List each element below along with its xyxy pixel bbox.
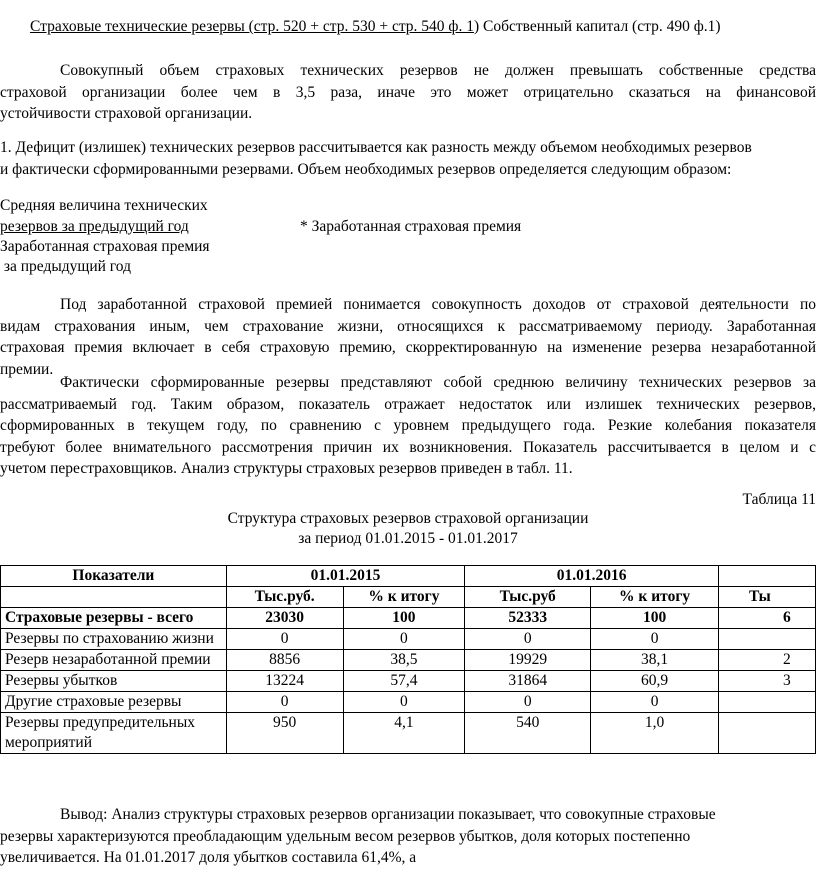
cell-value: 52333 bbox=[465, 608, 591, 629]
row-label: Страховые резервы - всего bbox=[1, 608, 227, 629]
para4-line: требуют более внимательного рассмотрения причин их возникновения. Показатель рассчитывается в целом и с bbox=[0, 438, 816, 456]
paragraph-3 bbox=[0, 294, 816, 380]
column-header-date bbox=[719, 566, 816, 587]
cell-value: 540 bbox=[465, 713, 591, 754]
row-label: Другие страховые резервы bbox=[1, 692, 227, 713]
paragraph-4 bbox=[0, 372, 816, 480]
para4-line: Фактически сформированные резервы представляют собой среднюю величину технических резервов за bbox=[60, 374, 816, 391]
para2-line: 1. Дефицит (излишек) технических резервов рассчитывается как разность между объемом необходимых резервов bbox=[0, 139, 752, 156]
formula-numerator-2: резервов за предыдущий год bbox=[0, 218, 189, 235]
conclusion bbox=[0, 804, 816, 869]
cell-value: 31864 bbox=[465, 671, 591, 692]
column-subheader-empty bbox=[1, 587, 227, 608]
para1-line: Совокупный объем страховых технических резервов не должен превышать собственные средства bbox=[60, 62, 816, 79]
para4-line: сформированных в текущем году, по сравнению с уровнем предыдущего года. Резкие колебания показателя bbox=[0, 417, 816, 434]
equity-formula-label: Собственный капитал (стр. 490 ф.1) bbox=[483, 18, 721, 35]
cell-value: 13224 bbox=[226, 671, 343, 692]
column-header-date: 01.01.2016 bbox=[465, 566, 719, 587]
para4-line: учетом перестраховщиков. Анализ структуры страховых резервов приведен в табл. 11. bbox=[0, 460, 573, 477]
cell-value: 0 bbox=[465, 629, 591, 650]
cell-value: 4,1 bbox=[343, 713, 465, 754]
cell-value bbox=[719, 692, 816, 713]
para3-line: Под заработанной страховой премией понимается совокупность доходов от страховой деятельности по bbox=[60, 296, 816, 313]
cell-value: 19929 bbox=[465, 650, 591, 671]
table-label: Таблица 11 bbox=[742, 491, 816, 508]
cell-value: 6 bbox=[719, 608, 816, 629]
reserves-formula-label: Страховые технические резервы (стр. 520 + стр. 530 + стр. 540 ф. 1 bbox=[30, 18, 474, 35]
cell-value: 0 bbox=[226, 629, 343, 650]
cell-value: 38,5 bbox=[343, 650, 465, 671]
formula-denominator-2: за предыдущий год bbox=[0, 258, 131, 275]
formula-denominator-1: Заработанная страховая премия bbox=[0, 238, 210, 255]
para4-line: рассматриваемый год. Таким образом, показатель отражает недостаток или излишек технических резервов, bbox=[0, 395, 816, 413]
column-header-indicator: Показатели bbox=[1, 566, 227, 587]
cell-value: 1,0 bbox=[591, 713, 719, 754]
table-subheader-row bbox=[1, 587, 816, 608]
conclusion-line: увеличивается. На 01.01.2017 доля убытков составила 61,4%, а bbox=[0, 849, 417, 866]
column-subheader: % к итогу bbox=[343, 587, 465, 608]
cell-value: 950 bbox=[226, 713, 343, 754]
row-label: Резервы по страхованию жизни bbox=[1, 629, 227, 650]
table-row bbox=[1, 692, 816, 713]
column-header-date: 01.01.2015 bbox=[226, 566, 465, 587]
header-line bbox=[30, 16, 721, 38]
table-header-row bbox=[1, 566, 816, 587]
cell-value: 0 bbox=[591, 692, 719, 713]
column-subheader: Тыс.руб. bbox=[226, 587, 343, 608]
row-label: Резерв незаработанной премии bbox=[1, 650, 227, 671]
cell-value bbox=[719, 629, 816, 650]
reserves-formula-tail: ) bbox=[473, 18, 480, 35]
cell-value: 3 bbox=[719, 671, 816, 692]
table-row bbox=[1, 608, 816, 629]
table-period: за период 01.01.2015 - 01.01.2017 bbox=[298, 530, 518, 547]
column-subheader: % к итогу bbox=[591, 587, 719, 608]
cell-value: 2 bbox=[719, 650, 816, 671]
cell-value bbox=[719, 713, 816, 754]
formula-numerator-1: Средняя величина технических bbox=[0, 197, 208, 214]
cell-value: 0 bbox=[343, 692, 465, 713]
cell-value: 100 bbox=[343, 608, 465, 629]
table-row bbox=[1, 713, 816, 754]
para3-line: премии. bbox=[0, 360, 54, 378]
para2-line: и фактически сформированными резервами. Объем необходимых резервов определяется следующим образом: bbox=[0, 160, 732, 178]
paragraph-2 bbox=[0, 137, 816, 180]
para3-line: страховая премия включает в себя страховую премию, скорректированную на изменение резерва незаработанной bbox=[0, 339, 816, 356]
cell-value: 0 bbox=[343, 629, 465, 650]
para3-line: видам страхования иным, чем страхование жизни, относящихся к рассматриваемому периоду. Заработанная bbox=[0, 317, 816, 335]
conclusion-line: Вывод: Анализ структуры страховых резервов организации показывает, что совокупные страховые bbox=[60, 806, 716, 823]
row-label: Резервы предупредительных мероприятий bbox=[1, 713, 227, 754]
paragraph-1 bbox=[0, 60, 816, 125]
cell-value: 57,4 bbox=[343, 671, 465, 692]
cell-value: 0 bbox=[465, 692, 591, 713]
cell-value: 0 bbox=[226, 692, 343, 713]
cell-value: 38,1 bbox=[591, 650, 719, 671]
para1-line: страховой организации более чем в 3,5 раза, иначе это может отрицательно сказаться на финансовой bbox=[0, 83, 816, 101]
cell-value: 8856 bbox=[226, 650, 343, 671]
cell-value: 100 bbox=[591, 608, 719, 629]
table-row bbox=[1, 629, 816, 650]
table-title: Структура страховых резервов страховой организации bbox=[227, 510, 589, 527]
column-subheader: Тыс.руб bbox=[465, 587, 591, 608]
cell-value: 60,9 bbox=[591, 671, 719, 692]
conclusion-line: резервы характеризуются преобладающим удельным весом резервов убытков, доля которых постепенно bbox=[0, 827, 691, 845]
cell-value: 23030 bbox=[226, 608, 343, 629]
row-label: Резервы убытков bbox=[1, 671, 227, 692]
column-subheader: Ты bbox=[719, 587, 816, 608]
table-row bbox=[1, 650, 816, 671]
formula-multiplier: * Заработанная страховая премия bbox=[300, 218, 522, 235]
cell-value: 0 bbox=[591, 629, 719, 650]
para1-line: устойчивости страховой организации. bbox=[0, 105, 253, 122]
reserves-structure-table bbox=[0, 565, 816, 754]
table-row bbox=[1, 671, 816, 692]
